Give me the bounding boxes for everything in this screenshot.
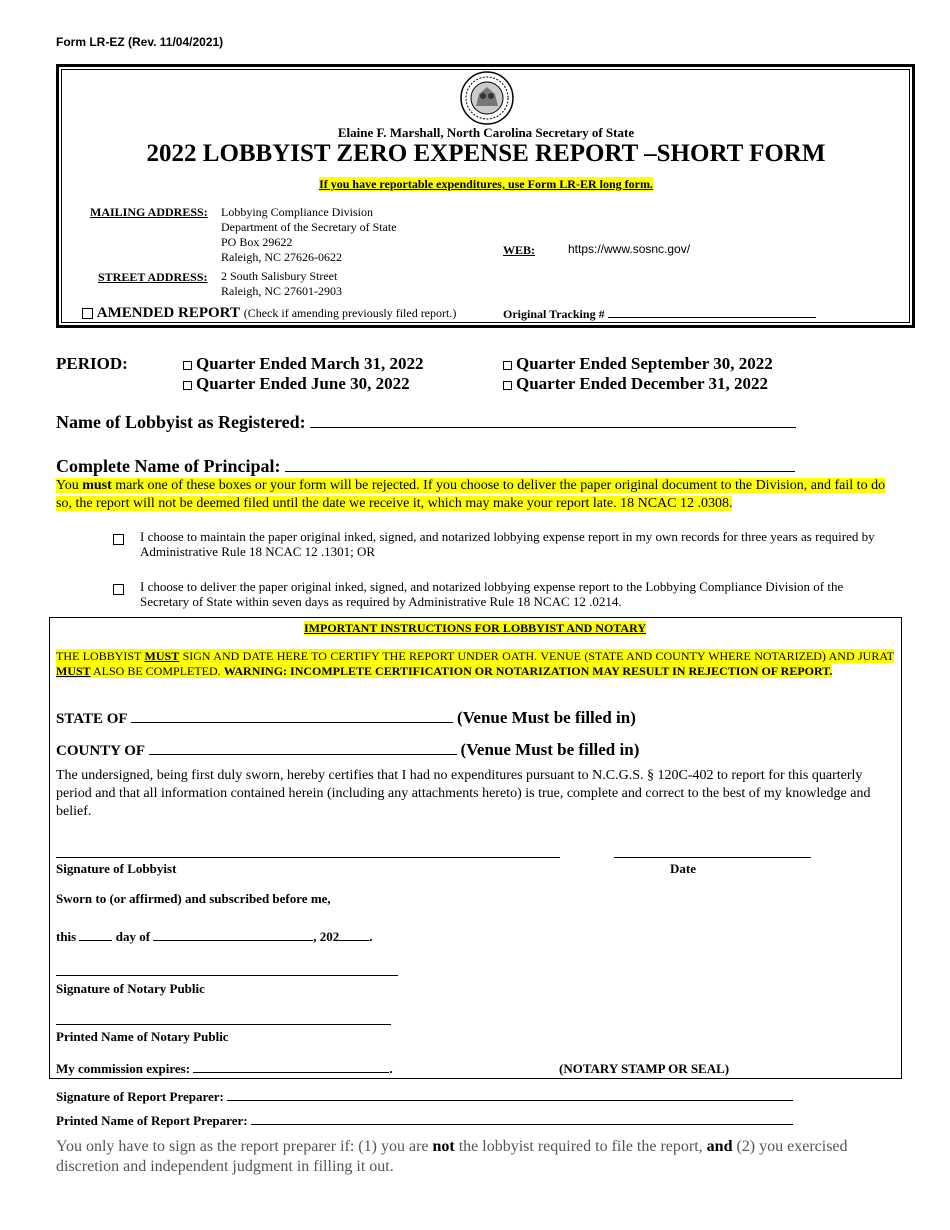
jurat-row: this day of , 202 .: [56, 929, 373, 944]
county-of-row: COUNTY OF (Venue Must be filled in): [56, 740, 640, 759]
lobbyist-signature-label: Signature of Lobbyist: [56, 861, 177, 876]
period-option-q3[interactable]: Quarter Ended September 30, 2022: [503, 354, 773, 374]
notary-signature-label: Signature of Notary Public: [56, 981, 205, 996]
preparer-signature-row: Signature of Report Preparer:: [56, 1089, 793, 1105]
certification-box: [49, 617, 902, 1079]
state-seal-icon: [459, 70, 515, 126]
choice-1-checkbox[interactable]: [113, 530, 124, 548]
county-of-field[interactable]: [149, 753, 457, 755]
notary-stamp-label: (NOTARY STAMP OR SEAL): [559, 1061, 730, 1076]
period-label: PERIOD:: [56, 354, 128, 373]
amended-report-row: AMENDED REPORT (Check if amending previously filed report.): [82, 305, 456, 322]
preparer-printed-row: Printed Name of Report Preparer:: [56, 1113, 793, 1129]
certification-text: The undersigned, being first duly sworn, hereby certifies that I had no expenditures pursuant to N.C.G.S. § 120C-402 to report for this quarterly period and that all information contained herein (including any attachments hereto) is true, complete and correct to the best of my knowledge and belief.: [56, 768, 871, 819]
preparer-note: You only have to sign as the report preparer if: (1) you are not the lobbyist required to file the report, and (2) you exercised discretion and independent judgment in filling it out.: [56, 1138, 848, 1175]
mailing-address-label: MAILING ADDRESS:: [90, 205, 208, 219]
date-label: Date: [670, 861, 696, 876]
notary-signature-line[interactable]: [56, 975, 398, 976]
lobbyist-signature-line[interactable]: [56, 857, 560, 858]
state-of-field[interactable]: [131, 721, 453, 723]
mark-notice: You must mark one of these boxes or your form will be rejected. If you choose to deliver the paper original document to the Division, and fail to do so, the report will not be deemed filed until the date we receive it, which may make your report late. 18 NCAC 12 .0308.: [56, 478, 886, 511]
period-option-q4[interactable]: Quarter Ended December 31, 2022: [503, 374, 773, 394]
state-of-row: STATE OF (Venue Must be filled in): [56, 708, 636, 727]
instructions-text: THE LOBBYIST MUST SIGN AND DATE HERE TO CERTIFY THE REPORT UNDER OATH. VENUE (STATE AND COUNTY WHERE NOTARIZED) AND JURAT MUST ALSO BE COMPLETED. WARNING: INCOMPLETE CERTIFICATION OR NOTARIZATION MAY RESULT IN REJECTION OF REPORT.: [56, 649, 895, 678]
jurat-month-field[interactable]: [153, 939, 313, 941]
choice-2-checkbox[interactable]: [113, 580, 124, 598]
choice-2-text: I choose to deliver the paper original inked, signed, and notarized lobbying expense report to the Lobbying Compliance Division of the Secretary of State within seven days as required by Administrative Rule 18 NCAC 12 .0214.: [140, 579, 844, 609]
street-address-label: STREET ADDRESS:: [98, 270, 208, 284]
original-tracking-row: Original Tracking #: [503, 307, 816, 322]
choice-1-text: I choose to maintain the paper original inked, signed, and notarized lobbying expense report in my own records for three years as required by Administrative Rule 18 NCAC 12 .1301; OR: [140, 529, 875, 559]
jurat-day-field[interactable]: [79, 939, 112, 941]
tracking-number-field[interactable]: [608, 316, 816, 318]
period-options-right: [503, 354, 773, 394]
form-id: Form LR-EZ (Rev. 11/04/2021): [56, 35, 224, 49]
web-label: WEB:: [503, 243, 536, 257]
lobbyist-name-row: Name of Lobbyist as Registered:: [56, 412, 796, 433]
lobbyist-name-field[interactable]: [310, 426, 796, 428]
notary-printed-line[interactable]: [56, 1024, 391, 1025]
page-title: 2022 LOBBYIST ZERO EXPENSE REPORT –SHORT FORM: [146, 140, 826, 167]
web-url[interactable]: https://www.sosnc.gov/: [568, 242, 691, 256]
street-address: 2 South Salisbury Street Raleigh, NC 27601-2903: [221, 269, 342, 298]
amended-report-checkbox[interactable]: [82, 308, 93, 319]
preparer-signature-field[interactable]: [227, 1099, 793, 1101]
notary-printed-label: Printed Name of Notary Public: [56, 1029, 229, 1044]
principal-name-field[interactable]: [285, 470, 795, 472]
commission-row: My commission expires: .: [56, 1061, 393, 1076]
instructions-heading: IMPORTANT INSTRUCTIONS FOR LOBBYIST AND NOTARY: [304, 621, 646, 635]
sworn-statement: Sworn to (or affirmed) and subscribed before me,: [56, 891, 331, 906]
period-options-left: [183, 354, 423, 394]
mailing-address: Lobbying Compliance Division Department of the Secretary of State PO Box 29622 Raleigh, NC 27626-0622: [221, 205, 397, 264]
preparer-printed-field[interactable]: [251, 1123, 793, 1125]
period-option-q1[interactable]: Quarter Ended March 31, 2022: [183, 354, 423, 374]
secretary-name: Elaine F. Marshall, North Carolina Secretary of State: [337, 125, 635, 140]
commission-expires-field[interactable]: [193, 1071, 389, 1073]
principal-name-row: Complete Name of Principal:: [56, 456, 795, 477]
period-option-q2[interactable]: Quarter Ended June 30, 2022: [183, 374, 423, 394]
long-form-notice: If you have reportable expenditures, use Form LR-ER long form.: [319, 177, 653, 191]
date-line[interactable]: [614, 857, 811, 858]
jurat-year-field[interactable]: [339, 939, 369, 941]
